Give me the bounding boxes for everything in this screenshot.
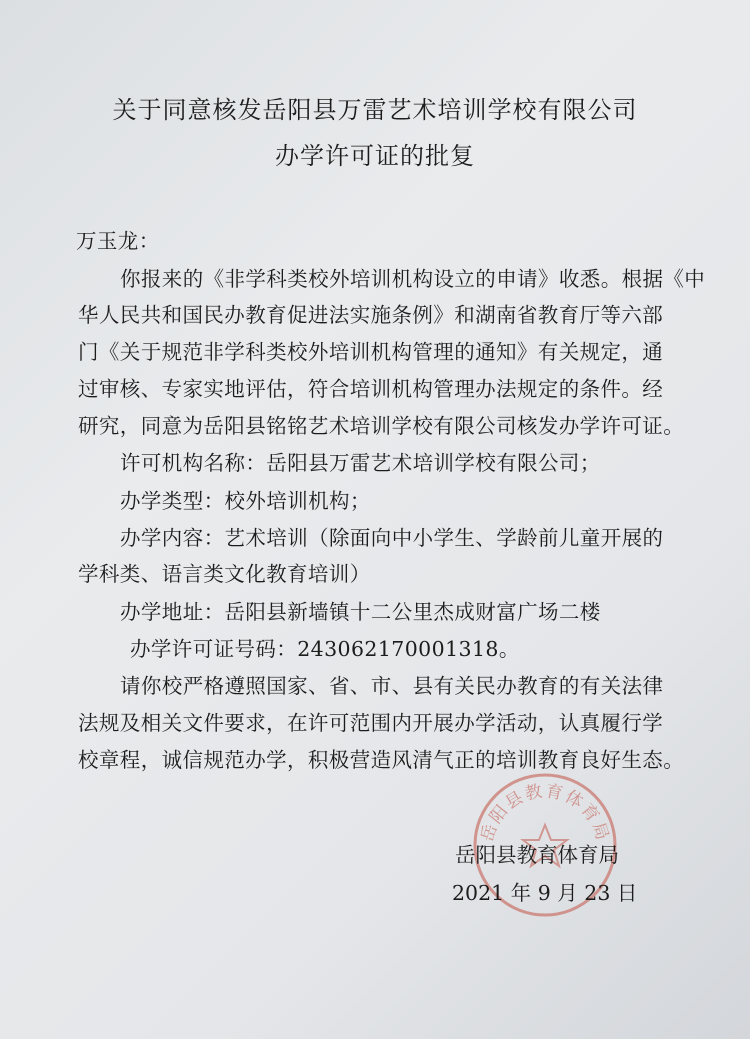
paragraph2-line: 法规及相关文件要求，在许可范围内开展办学活动，认真履行学 (78, 711, 664, 735)
seal-text: 岳阳县教育体育局 (477, 781, 613, 845)
salutation: 万玉龙： (76, 229, 160, 253)
paragraph1-line: 研究，同意为岳阳县铭铭艺术培训学校有限公司核发办学许可证。 (78, 414, 685, 438)
license-number: 办学许可证号码：243062170001318。 (130, 637, 520, 661)
school-address: 办学地址：岳阳县新墙镇十二公里杰成财富广场二楼 (120, 600, 601, 624)
paragraph1-line: 你报来的《非学科类校外培训机构设立的申请》收悉。根据《中 (120, 267, 706, 291)
issuer-name: 岳阳县教育体育局 (455, 843, 619, 867)
issue-date: 2021 年 9 月 23 日 (452, 881, 638, 905)
school-type: 办学类型：校外培训机构； (120, 489, 371, 513)
paragraph2-line: 请你校严格遵照国家、省、市、县有关民办教育的有关法律 (120, 674, 664, 698)
school-content-cont: 学科类、语言类文化教育培训） (78, 562, 371, 586)
document-title-line2: 办学许可证的批复 (275, 142, 475, 170)
paragraph1-line: 过审核、专家实地评估，符合培训机构管理办法规定的条件。经 (78, 377, 664, 401)
paragraph2-line: 校章程，诚信规范办学，积极营造风清气正的培训教育良好生态。 (78, 748, 685, 772)
document-title-line1: 关于同意核发岳阳县万雷艺术培训学校有限公司 (112, 96, 638, 124)
institution-name: 许可机构名称：岳阳县万雷艺术培训学校有限公司； (120, 451, 601, 475)
svg-text:岳阳县教育体育局 (477, 781, 612, 844)
school-content: 办学内容：艺术培训（除面向中小学生、学龄前儿童开展的 (120, 526, 664, 550)
paragraph1-line: 门《关于规范非学科类校外培训机构管理的通知》有关规定，通 (78, 340, 664, 364)
paragraph1-line: 华人民共和国民办教育促进法实施条例》和湖南省教育厅等六部 (78, 303, 664, 327)
